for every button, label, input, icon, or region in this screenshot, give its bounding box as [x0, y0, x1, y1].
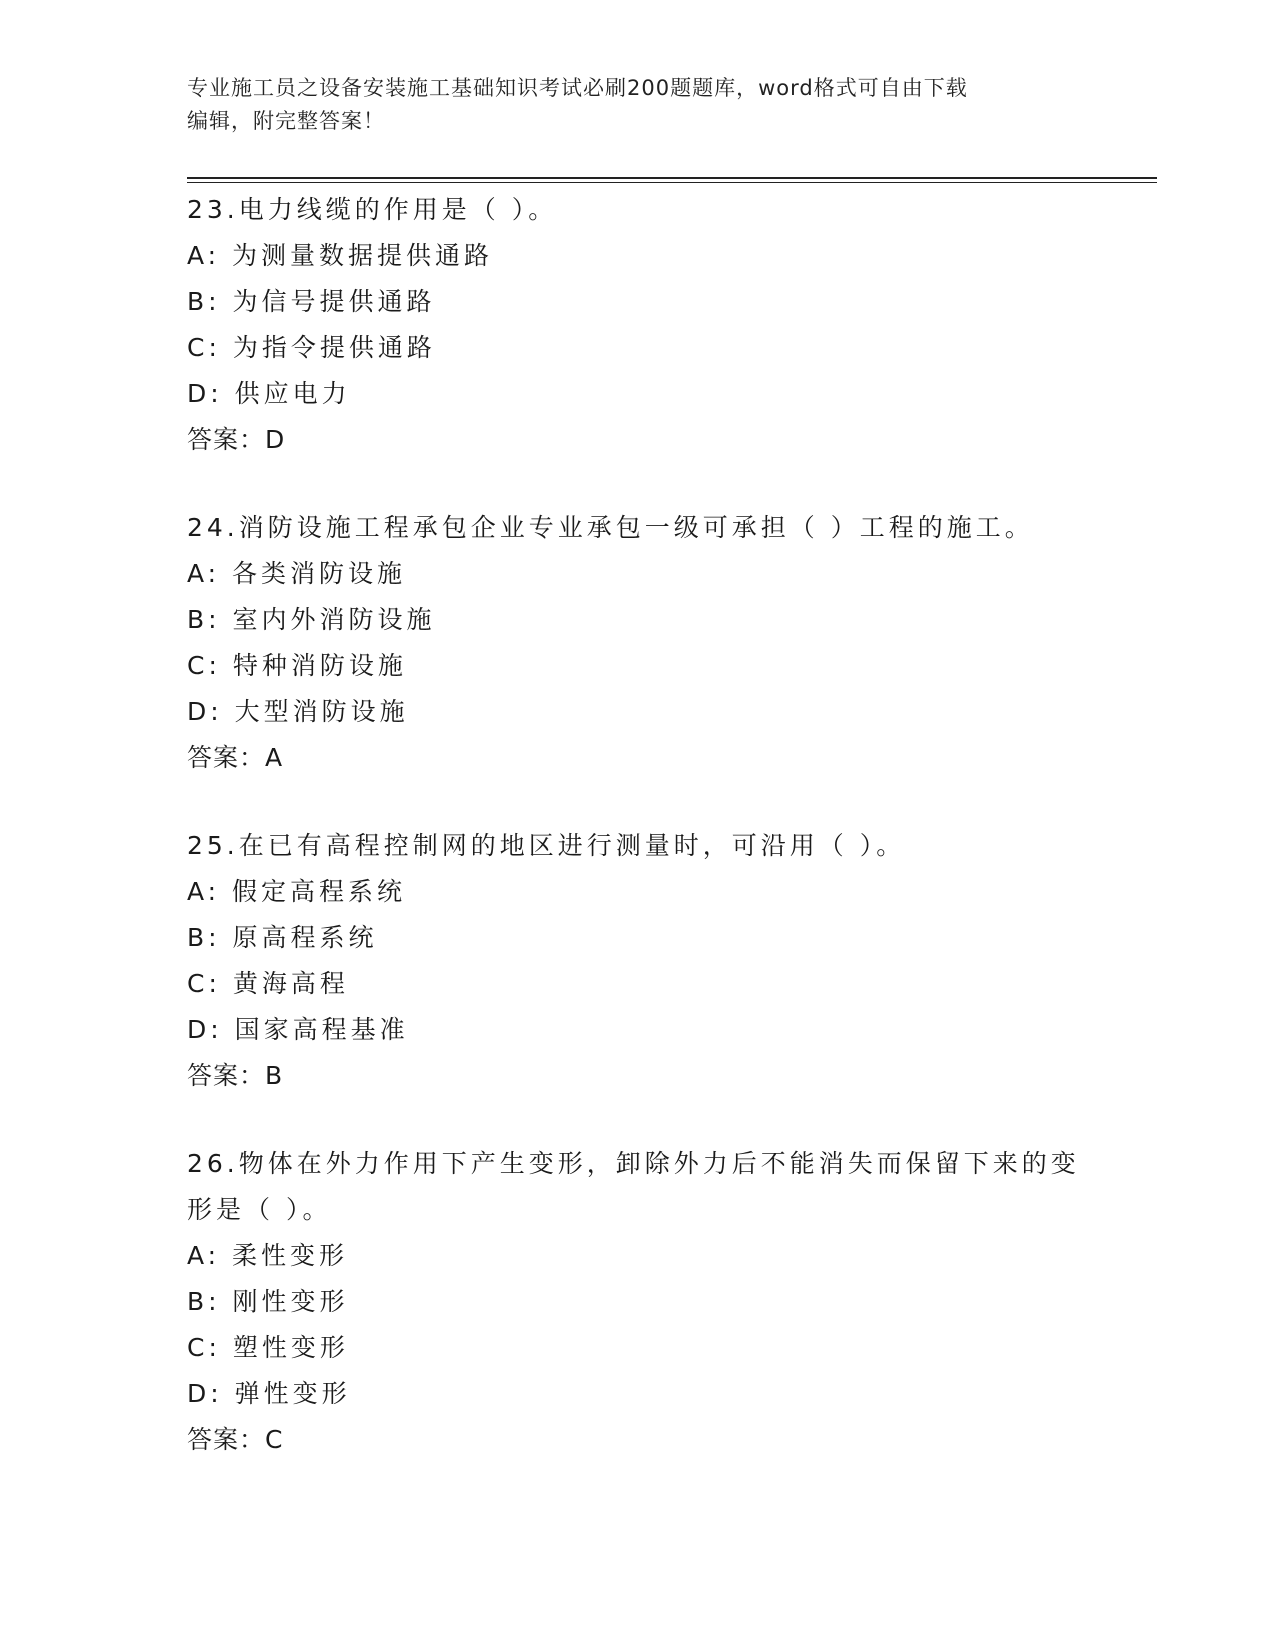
- option-d: D: 供应电力: [187, 379, 351, 408]
- question-stem-line-1: 26.物体在外力作用下产生变形，卸除外力后不能消失而保留下来的变: [187, 1149, 1080, 1178]
- answer: 答案：A: [187, 743, 284, 772]
- question-26: [187, 1141, 1087, 1463]
- option-c: C: 为指令提供通路: [187, 333, 436, 362]
- answer: 答案：C: [187, 1425, 284, 1454]
- option-c: C: 塑性变形: [187, 1333, 349, 1362]
- question-stem: 25.在已有高程控制网的地区进行测量时，可沿用（ ）。: [187, 831, 906, 860]
- option-d: D: 弹性变形: [187, 1379, 351, 1408]
- document-header: [187, 72, 1067, 138]
- option-c: C: 特种消防设施: [187, 651, 407, 680]
- option-b: B: 为信号提供通路: [187, 287, 436, 316]
- option-a: A: 各类消防设施: [187, 559, 407, 588]
- answer: 答案：D: [187, 425, 286, 454]
- question-stem: 23.电力线缆的作用是（ ）。: [187, 195, 558, 224]
- header-divider-thin: [187, 182, 1157, 183]
- option-c: C: 黄海高程: [187, 969, 349, 998]
- header-line-1: 专业施工员之设备安装施工基础知识考试必刷200题题库，word格式可自由下载: [187, 76, 968, 100]
- option-b: B: 刚性变形: [187, 1287, 349, 1316]
- header-divider-thick: [187, 177, 1157, 179]
- option-b: B: 室内外消防设施: [187, 605, 436, 634]
- option-a: A: 假定高程系统: [187, 877, 407, 906]
- option-d: D: 大型消防设施: [187, 697, 409, 726]
- question-24: [187, 505, 1087, 781]
- question-23: [187, 187, 1087, 463]
- option-d: D: 国家高程基准: [187, 1015, 409, 1044]
- option-a: A: 柔性变形: [187, 1241, 349, 1270]
- option-b: B: 原高程系统: [187, 923, 378, 952]
- header-line-2: 编辑，附完整答案！: [187, 109, 385, 133]
- question-stem-line-2: 形是（ ）。: [187, 1195, 332, 1224]
- option-a: A: 为测量数据提供通路: [187, 241, 494, 270]
- answer: 答案：B: [187, 1061, 284, 1090]
- question-stem: 24.消防设施工程承包企业专业承包一级可承担（ ）工程的施工。: [187, 513, 1034, 542]
- question-25: [187, 823, 1087, 1099]
